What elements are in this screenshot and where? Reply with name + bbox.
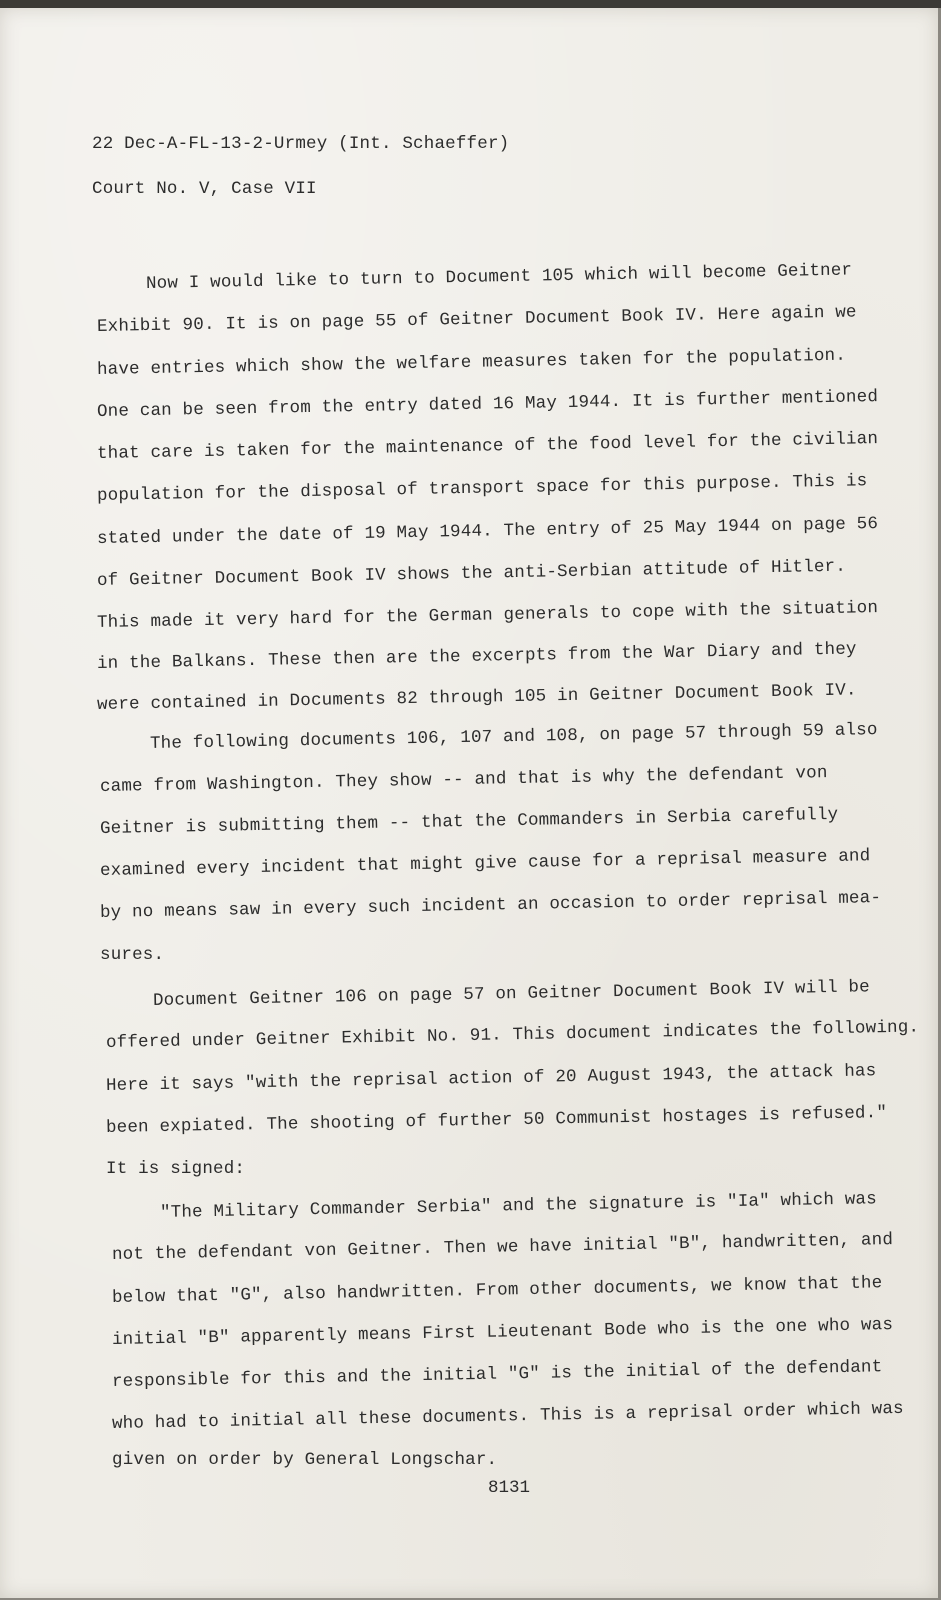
body-line: have entries which show the welfare measures taken for the population. bbox=[96, 345, 847, 380]
page-number: 8131 bbox=[488, 1478, 531, 1498]
scan-edge bbox=[0, 0, 941, 8]
body-line: not the defendant von Geitner. Then we have initial "B", handwritten, and bbox=[111, 1230, 894, 1265]
body-line: It is signed: bbox=[106, 1159, 246, 1179]
body-line: The following documents 106, 107 and 108, on page 57 through 59 also bbox=[149, 720, 878, 754]
body-line: Now I would like to turn to Document 105 which will become Geitner bbox=[145, 260, 853, 294]
body-line: offered under Geitner Exhibit No. 91. This document indicates the following. bbox=[105, 1017, 920, 1053]
body-line: in the Balkans. These then are the excerpts from the War Diary and they bbox=[96, 639, 857, 674]
body-line: Here it says "with the reprisal action of 20 August 1943, the attack has bbox=[105, 1061, 877, 1096]
header-reference: 22 Dec-A-FL-13-2-Urmey (Int. Schaeffer) bbox=[92, 134, 510, 154]
body-line: Geitner is submitting them -- that the Commanders in Serbia carefully bbox=[99, 804, 839, 839]
body-line: were contained in Documents 82 through 105 in Geitner Document Book IV. bbox=[96, 680, 857, 715]
body-line: Exhibit 90. It is on page 55 of Geitner Document Book IV. Here again we bbox=[96, 302, 857, 337]
body-line: examined every incident that might give cause for a reprisal measure and bbox=[99, 846, 871, 881]
body-line: population for the disposal of transport space for this purpose. This is bbox=[96, 471, 868, 506]
body-line: of Geitner Document Book IV shows the anti-Serbian attitude of Hitler. bbox=[96, 556, 847, 591]
body-line: Document Geitner 106 on page 57 on Geitner Document Book IV will be bbox=[152, 977, 871, 1011]
body-line: came from Washington. They show -- and that is why the defendant von bbox=[99, 763, 828, 797]
header-court: Court No. V, Case VII bbox=[92, 179, 317, 199]
body-line: by no means saw in every such incident an occasion to order reprisal mea- bbox=[99, 888, 882, 923]
body-line: stated under the date of 19 May 1944. The entry of 25 May 1944 on page 56 bbox=[96, 514, 879, 549]
body-line: One can be seen from the entry dated 16 May 1944. It is further mentioned bbox=[96, 387, 879, 422]
body-line: given on order by General Longschar. bbox=[112, 1450, 498, 1470]
body-line: This made it very hard for the German generals to cope with the situation bbox=[96, 598, 879, 633]
body-line: "The Military Commander Serbia" and the signature is "Ia" which was bbox=[159, 1189, 878, 1223]
body-line: that care is taken for the maintenance of the food level for the civilian bbox=[96, 429, 879, 464]
body-line: who had to initial all these documents. This is a reprisal order which was bbox=[111, 1398, 904, 1434]
document-page bbox=[0, 8, 938, 1598]
body-line: been expiated. The shooting of further 50 Communist hostages is refused." bbox=[105, 1103, 888, 1138]
body-line: sures. bbox=[100, 945, 165, 965]
body-line: below that "G", also handwritten. From other documents, we know that the bbox=[111, 1273, 883, 1308]
body-line: initial "B" apparently means First Lieutenant Bode who is the one who was bbox=[111, 1315, 894, 1350]
body-line: responsible for this and the initial "G" is the initial of the defendant bbox=[111, 1357, 883, 1392]
